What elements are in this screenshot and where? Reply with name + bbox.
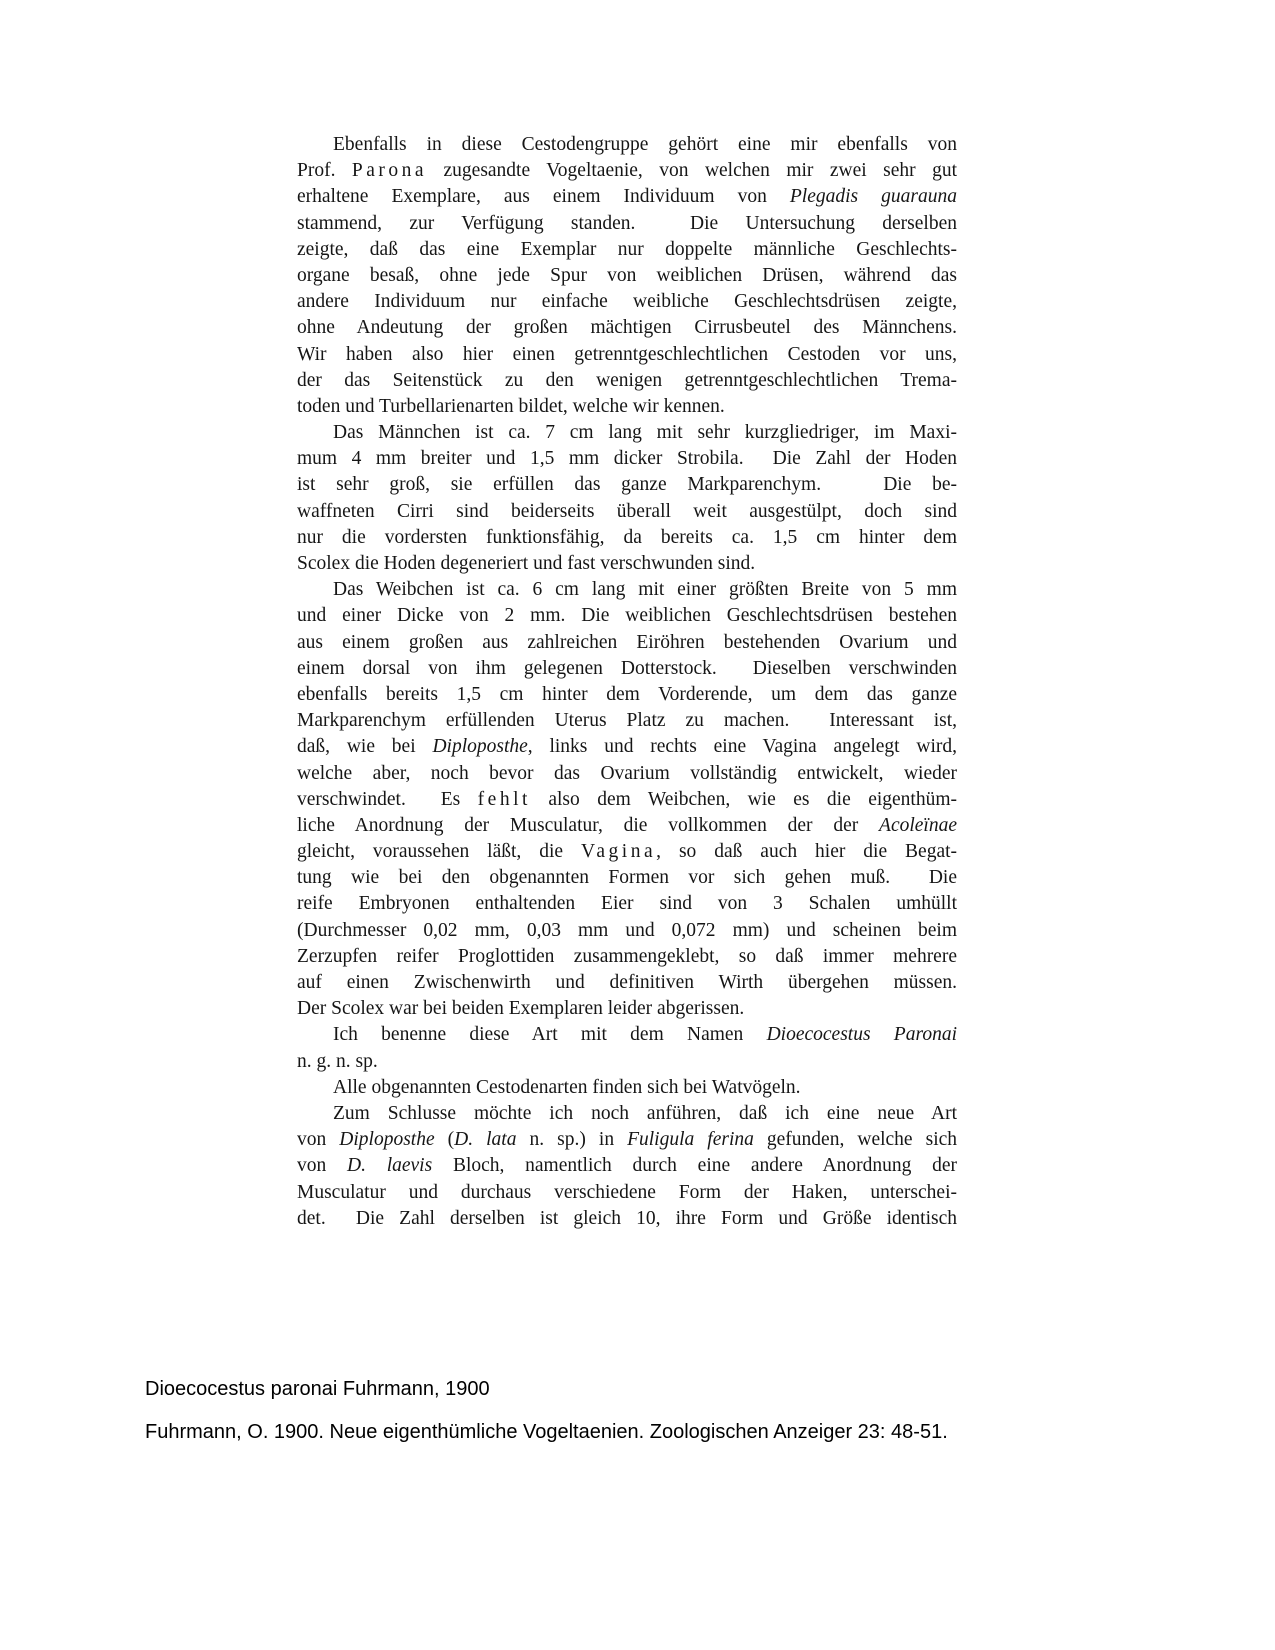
text-line: Der Scolex war bei beiden Exemplaren leider abgerissen. xyxy=(297,998,745,1020)
text-line: stammend, zur Verfügung standen. Die Untersuchung derselben xyxy=(297,212,957,234)
text-line: auf einen Zwischenwirth und definitiven Wirth übergehen müssen. xyxy=(297,972,957,993)
taxon-name-caption: Dioecocestus paronai Fuhrmann, 1900 xyxy=(145,1378,490,1400)
text-line: det. Die Zahl derselben ist gleich 10, ihre Form und Größe identisch xyxy=(297,1207,957,1229)
text-line: zeigte, daß das eine Exemplar nur doppelte männliche Geschlechts- xyxy=(297,238,957,260)
text-line: andere Individuum nur einfache weibliche Geschlechtsdrüsen zeigte, xyxy=(297,291,957,313)
text-line: gleicht, voraussehen läßt, die Vagina, so daß auch hier die Begat- xyxy=(297,841,957,863)
text-line: von D. laevis Bloch, namentlich durch eine andere Anordnung der xyxy=(297,1155,957,1177)
text-line: organe besaß, ohne jede Spur von weiblichen Drüsen, während das xyxy=(297,264,957,286)
text-line: ebenfalls bereits 1,5 cm hinter dem Vorderende, um dem das ganze xyxy=(297,683,957,705)
text-line: Markparenchym erfüllenden Uterus Platz zu machen. Interessant ist, xyxy=(297,710,957,732)
text-line: liche Anordnung der Musculatur, die vollkommen der der Acoleïnae xyxy=(297,814,957,836)
text-line: erhaltene Exemplare, aus einem Individuum von Plegadis guarauna xyxy=(297,186,957,208)
text-line: Ich benenne diese Art mit dem Namen Dioecocestus Paronai xyxy=(333,1024,957,1046)
text-line: Zerzupfen reifer Proglottiden zusammengeklebt, so daß immer mehrere xyxy=(297,945,957,967)
text-line: nur die vordersten funktionsfähig, da bereits ca. 1,5 cm hinter dem xyxy=(297,526,957,548)
reference-citation: Fuhrmann, O. 1900. Neue eigenthümliche Vogeltaenien. Zoologischen Anzeiger 23: 48-51. xyxy=(145,1421,948,1443)
text-line: einem dorsal von ihm gelegenen Dotterstock. Dieselben verschwinden xyxy=(297,657,957,679)
text-line: Zum Schlusse möchte ich noch anführen, daß ich eine neue Art xyxy=(333,1102,957,1124)
text-line: reife Embryonen enthaltenden Eier sind von 3 Schalen umhüllt xyxy=(297,893,957,915)
text-line: von Diploposthe (D. lata n. sp.) in Fuligula ferina gefunden, welche sich xyxy=(297,1129,957,1151)
text-line: waffneten Cirri sind beiderseits überall weit ausgestülpt, doch sind xyxy=(297,500,957,522)
text-line: n. g. n. sp. xyxy=(297,1050,378,1072)
text-line: Alle obgenannten Cestodenarten finden sich bei Watvögeln. xyxy=(333,1076,801,1098)
text-line: ist sehr groß, sie erfüllen das ganze Markparenchym. Die be- xyxy=(297,474,957,496)
text-line: der das Seitenstück zu den wenigen getrenntgeschlechtlichen Trema- xyxy=(297,369,957,391)
text-line: aus einem großen aus zahlreichen Eiröhren bestehenden Ovarium und xyxy=(297,631,957,653)
text-line: Ebenfalls in diese Cestodengruppe gehört eine mir ebenfalls von xyxy=(333,134,957,155)
text-line: mum 4 mm breiter und 1,5 mm dicker Strobila. Die Zahl der Hoden xyxy=(297,448,957,470)
text-line: Das Männchen ist ca. 7 cm lang mit sehr kurzgliedriger, im Maxi- xyxy=(333,422,957,444)
text-line: Das Weibchen ist ca. 6 cm lang mit einer größten Breite von 5 mm xyxy=(333,579,957,601)
text-line: und einer Dicke von 2 mm. Die weiblichen Geschlechtsdrüsen bestehen xyxy=(297,605,957,627)
text-line: Musculatur und durchaus verschiedene Form der Haken, unterschei- xyxy=(297,1181,957,1203)
text-line: Wir haben also hier einen getrenntgeschlechtlichen Cestoden vor uns, xyxy=(297,343,957,365)
text-line: ohne Andeutung der großen mächtigen Cirrusbeutel des Männchens. xyxy=(297,317,957,339)
text-line: (Durchmesser 0,02 mm, 0,03 mm und 0,072 mm) und scheinen beim xyxy=(297,919,957,941)
text-line: welche aber, noch bevor das Ovarium vollständig entwickelt, wieder xyxy=(297,762,957,784)
text-line: Prof. Parona zugesandte Vogeltaenie, von welchen mir zwei sehr gut xyxy=(297,160,957,182)
article-text xyxy=(297,132,957,1232)
text-line: tung wie bei den obgenannten Formen vor sich gehen muß. Die xyxy=(297,867,957,889)
text-line: toden und Turbellarienarten bildet, welche wir kennen. xyxy=(297,395,725,417)
text-line: verschwindet. Es fehlt also dem Weibchen, wie es die eigenthüm- xyxy=(297,788,957,810)
text-line: Scolex die Hoden degeneriert und fast verschwunden sind. xyxy=(297,553,756,574)
text-line: daß, wie bei Diploposthe, links und rechts eine Vagina angelegt wird, xyxy=(297,736,957,758)
